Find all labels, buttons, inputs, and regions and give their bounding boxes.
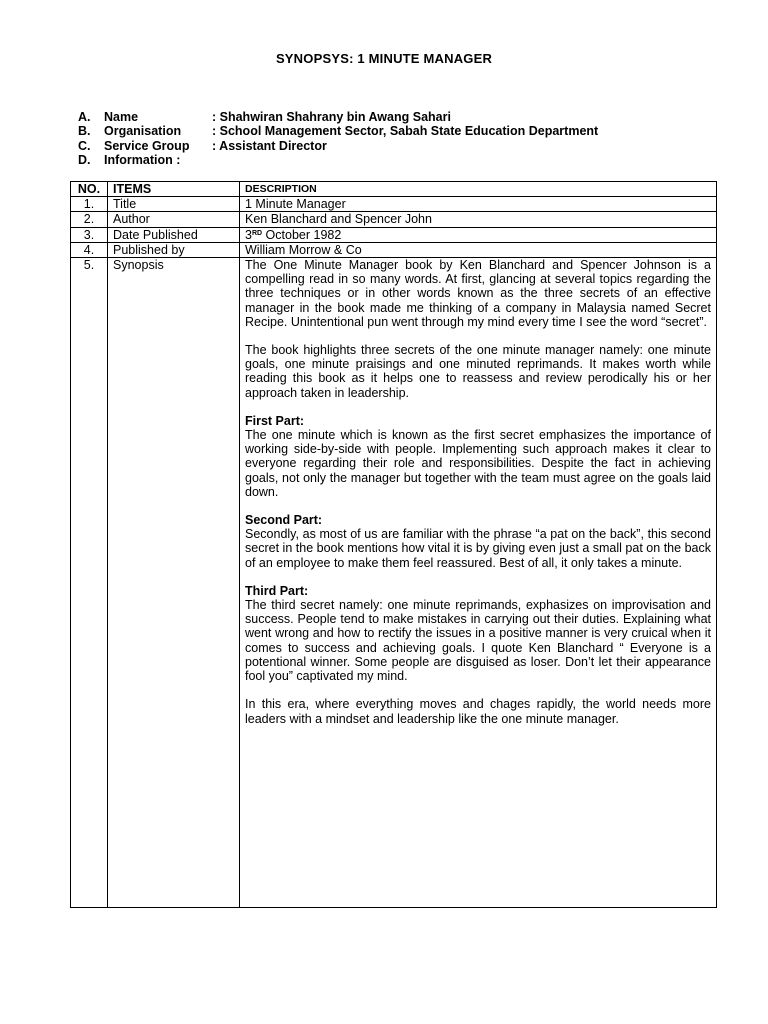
row-item: Author <box>108 212 240 227</box>
row-number: 5. <box>71 258 108 908</box>
synopsis-paragraph: Secondly, as most of us are familiar with the phrase “a pat on the back”, this second secret in the book mentions how vital it is by giving even just a small pat on the back of an employee to make them feel reassured. Best of all, it only takes a minute. <box>245 527 711 570</box>
row-item: Date Published <box>108 227 240 242</box>
table-row <box>71 227 717 242</box>
row-item: Synopsis <box>108 258 240 908</box>
info-value: : School Management Sector, Sabah State Education Department <box>212 124 599 139</box>
header-items: ITEMS <box>108 182 240 197</box>
synopsis-paragraph: In this era, where everything moves and chages rapidly, the world needs more leaders with a mindset and leadership like the one minute manager. <box>245 697 711 726</box>
info-block <box>78 110 598 168</box>
info-key: Name <box>104 110 139 124</box>
date-ordinal: RD <box>251 229 263 237</box>
table-row <box>71 212 717 227</box>
items-table <box>70 181 717 908</box>
synopsis-paragraph: The One Minute Manager book by Ken Blanchard and Spencer Johnson is a compelling read in so many words. At first, glancing at several topics regarding the three techniques or in other words known as the three secrets of an effective manager in the book made me thinking of a company in Malaysia named Secret Recipe. Unintentional pun went through my mind every time I see the word “secret”. <box>245 258 711 329</box>
table-row <box>71 258 717 908</box>
info-key: Organisation <box>104 124 182 139</box>
info-row-information <box>78 153 598 167</box>
synopsis-text <box>240 258 717 908</box>
row-description: 1 Minute Manager <box>240 197 717 212</box>
info-row-organisation <box>78 124 598 138</box>
section-heading: First Part: <box>245 413 305 428</box>
date-rest: October 1982 <box>262 227 342 242</box>
row-number: 2. <box>71 212 108 227</box>
document-title: SYNOPSYS: 1 MINUTE MANAGER <box>275 51 493 66</box>
info-key: Information : <box>104 153 181 168</box>
info-key: Service Group <box>104 138 190 153</box>
info-value: : Assistant Director <box>212 138 327 153</box>
row-item: Title <box>108 197 240 212</box>
synopsis-paragraph: The book highlights three secrets of the one minute manager namely: one minute goals, one minute praisings and one minuted reprimands. It makes worth while reading this book as it helps one to reassess and review perodically his or her approach taken in leadership. <box>245 343 711 400</box>
info-letter: D. <box>78 153 91 168</box>
row-number: 1. <box>71 197 108 212</box>
row-description: Ken Blanchard and Spencer John <box>240 212 717 227</box>
info-row-name <box>78 110 598 124</box>
row-description <box>240 227 717 242</box>
synopsis-paragraph: The one minute which is known as the first secret emphasizes the importance of working side-by-side with people. Implementing such approach makes it clear to everyone regarding their role and responsibilities. Despite the fact in achieving goals, not only the manager but together with the team must agree on the goals laid down. <box>245 428 711 499</box>
row-number: 3. <box>71 227 108 242</box>
row-item: Published by <box>108 242 240 257</box>
row-number: 4. <box>71 242 108 257</box>
info-value: : Shahwiran Shahrany bin Awang Sahari <box>212 110 451 124</box>
table-row <box>71 197 717 212</box>
info-letter: C. <box>78 138 91 153</box>
table-header-row <box>71 182 717 197</box>
header-no: NO. <box>71 182 108 197</box>
section-heading: Second Part: <box>245 513 323 528</box>
row-description: William Morrow & Co <box>240 242 717 257</box>
date-day: 3 <box>245 227 252 242</box>
synopsis-paragraph: The third secret namely: one minute reprimands, exphasizes on improvisation and success. People tend to make mistakes in carrying out their duties. Explaining what went wrong and how to rectify the issues in a positive manner is very cruical when it comes to success and achieving goals. I quote Ken Blanchard “ Everyone is a potentional winner. Some people are disguised as loser. Don’t let their appearance fool you” captivated my mind. <box>245 598 711 684</box>
info-letter: A. <box>78 110 91 124</box>
header-description: DESCRIPTION <box>240 182 717 197</box>
section-heading: Third Part: <box>245 583 309 598</box>
table-row <box>71 242 717 257</box>
info-row-service-group <box>78 139 598 153</box>
info-letter: B. <box>78 124 91 139</box>
